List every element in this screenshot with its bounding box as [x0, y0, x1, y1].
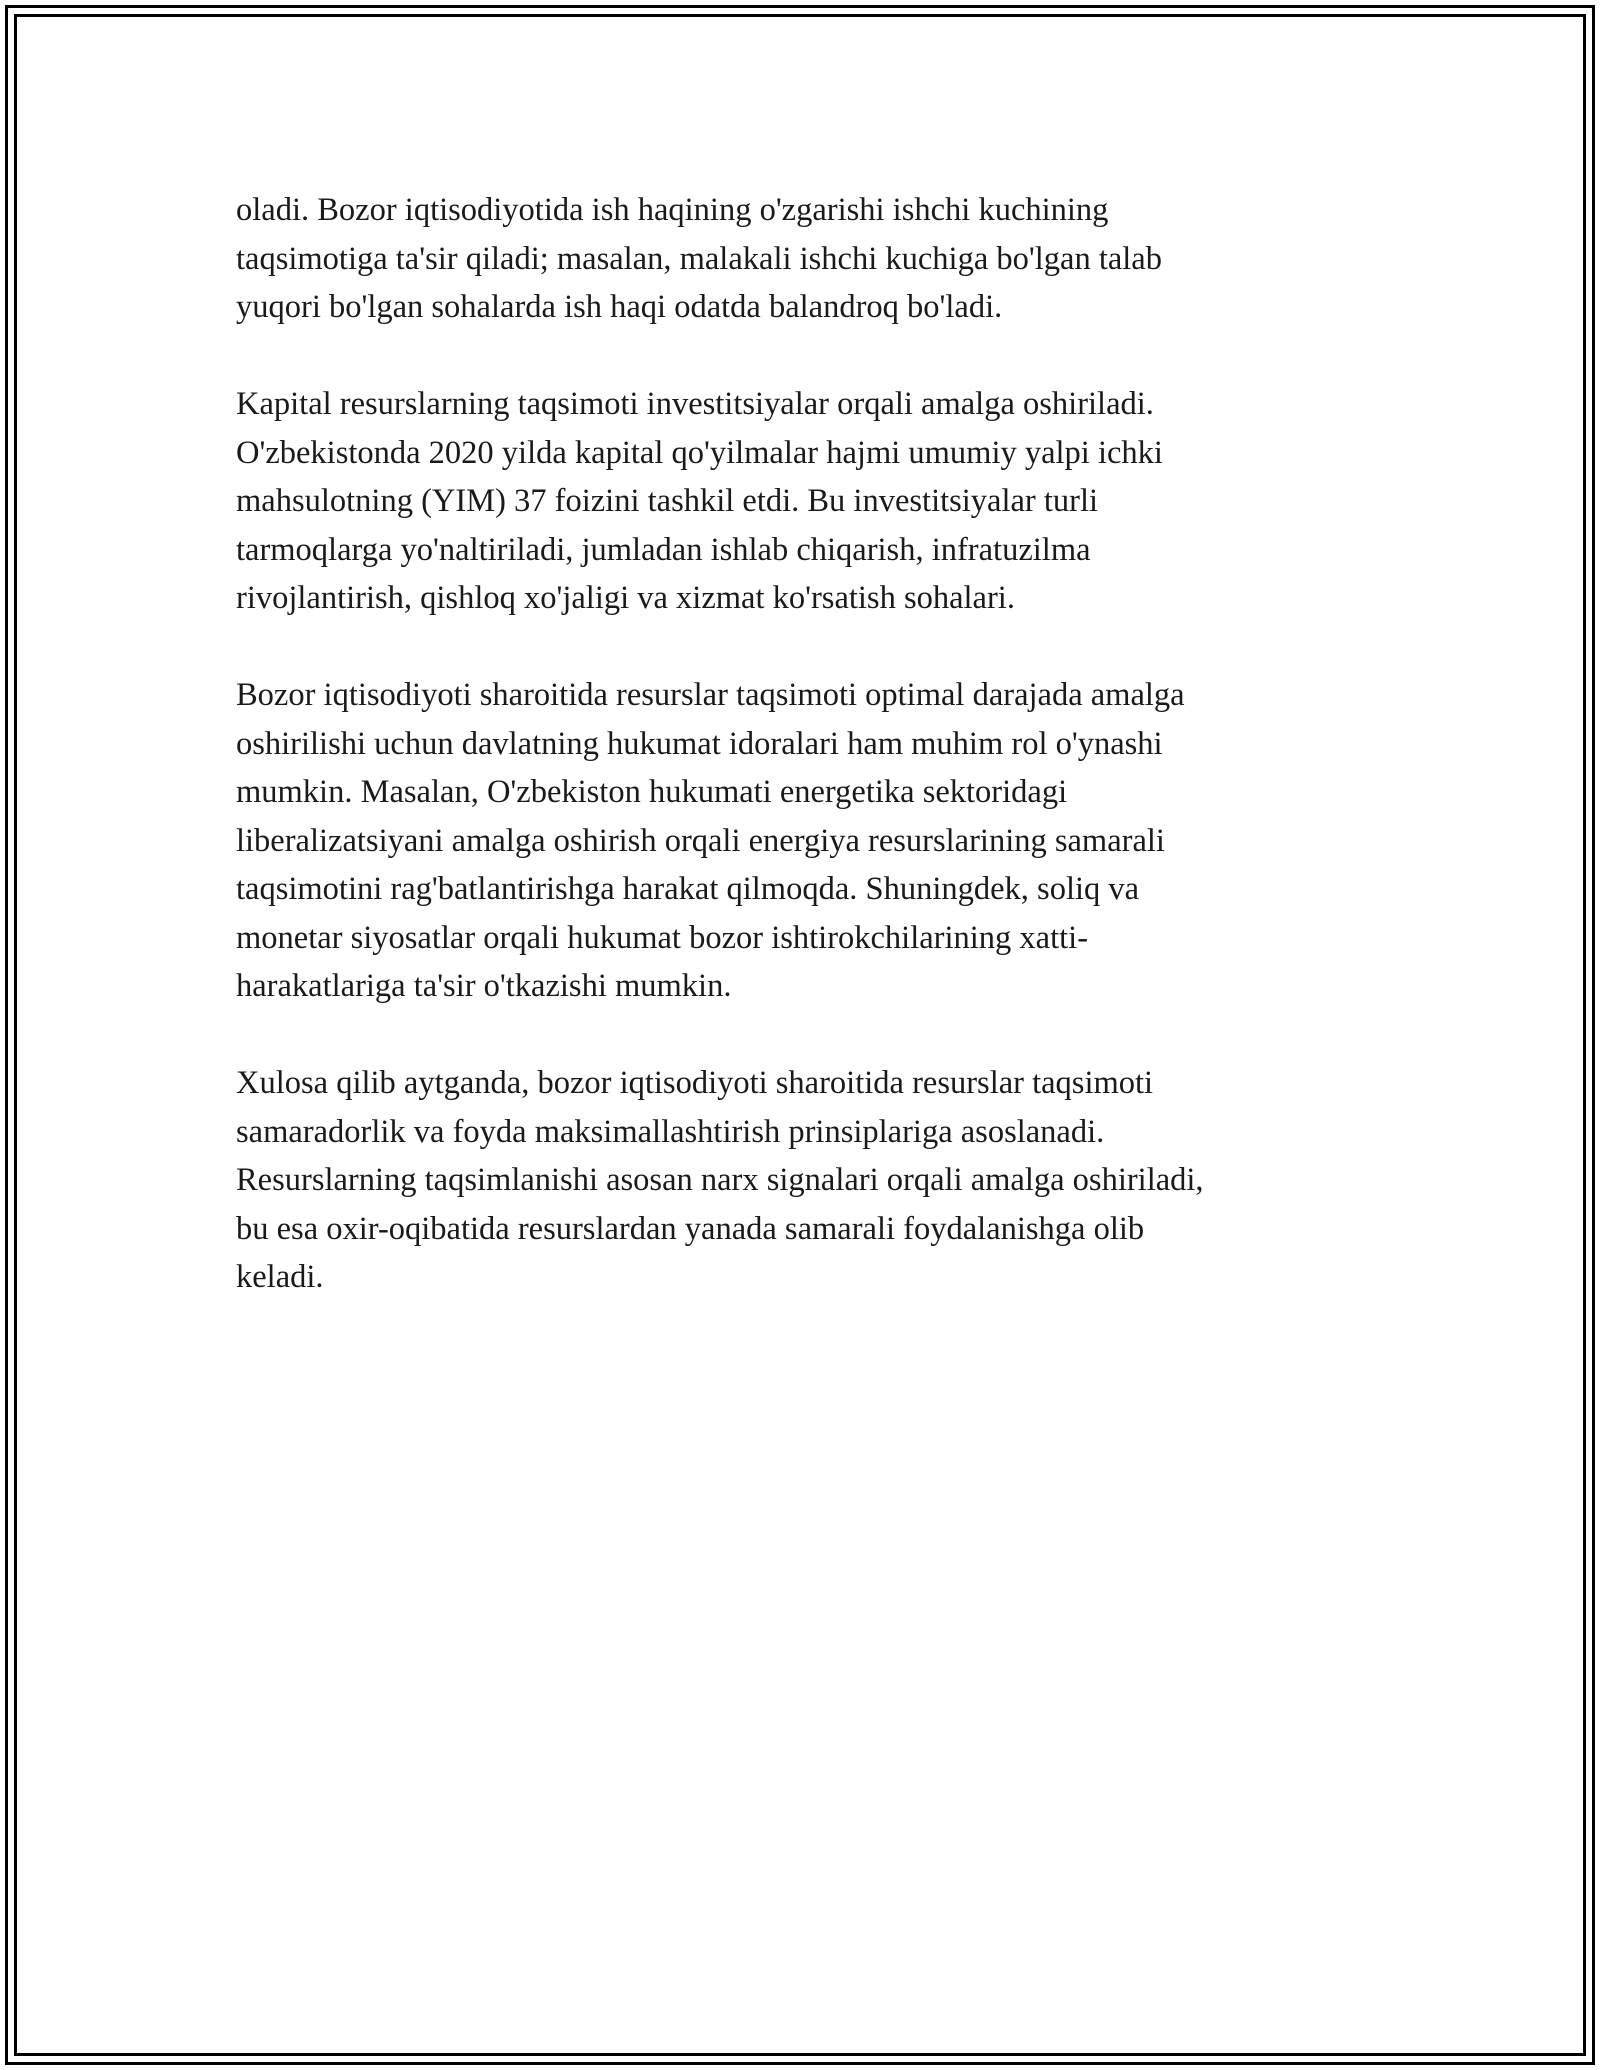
text-line: oshirilishi uchun davlatning hukumat idoralari ham muhim rol o'ynashi — [236, 725, 1163, 762]
text-line: mahsulotning (YIM) 37 foizini tashkil etdi. Bu investitsiyalar turli — [236, 483, 1099, 519]
text-line: Resurslarning taqsimlanishi asosan narx signalari orqali amalga oshiriladi, — [236, 1162, 1204, 1198]
text-line: samaradorlik va foyda maksimallashtirish prinsiplariga asoslanadi. — [236, 1113, 1105, 1150]
document-body — [236, 186, 1386, 1350]
text-line: taqsimotiga ta'sir qiladi; masalan, malakali ishchi kuchiga bo'lgan talab — [236, 240, 1162, 277]
text-line: bu esa oxir-oqibatida resurslardan yanada samarali foydalanishga olib — [236, 1210, 1145, 1247]
text-line: mumkin. Masalan, O'zbekiston hukumati energetika sektoridagi — [236, 774, 1068, 810]
paragraph-2 — [236, 380, 1386, 623]
text-line: oladi. Bozor iqtisodiyotida ish haqining o'zgarishi ishchi kuchining — [236, 192, 1109, 228]
text-line: Xulosa qilib aytganda, bozor iqtisodiyoti sharoitida resurslar taqsimoti — [236, 1065, 1154, 1101]
text-line: monetar siyosatlar orqali hukumat bozor ishtirokchilarining xatti- — [236, 919, 1089, 956]
text-line: tarmoqlarga yo'naltiriladi, jumladan ishlab chiqarish, infratuzilma — [236, 531, 1091, 568]
text-line: O'zbekistonda 2020 yilda kapital qo'yilmalar hajmi umumiy yalpi ichki — [236, 434, 1163, 471]
paragraph-4 — [236, 1059, 1386, 1302]
text-line: Bozor iqtisodiyoti sharoitida resurslar taqsimoti optimal darajada amalga — [236, 677, 1185, 713]
text-line: taqsimotini rag'batlantirishga harakat qilmoqda. Shuningdek, soliq va — [236, 871, 1140, 907]
text-line: yuqori bo'lgan sohalarda ish haqi odatda balandroq bo'ladi. — [236, 289, 1003, 325]
text-line: Kapital resurslarning taqsimoti investitsiyalar orqali amalga oshiriladi. — [236, 386, 1154, 422]
paragraph-1 — [236, 186, 1386, 332]
text-line: keladi. — [236, 1259, 324, 1295]
text-line: liberalizatsiyani amalga oshirish orqali energiya resurslarining samarali — [236, 822, 1165, 859]
text-line: rivojlantirish, qishloq xo'jaligi va xizmat ko'rsatish sohalari. — [236, 580, 1015, 616]
text-line: harakatlariga ta'sir o'tkazishi mumkin. — [236, 968, 732, 1004]
paragraph-3 — [236, 671, 1386, 1011]
